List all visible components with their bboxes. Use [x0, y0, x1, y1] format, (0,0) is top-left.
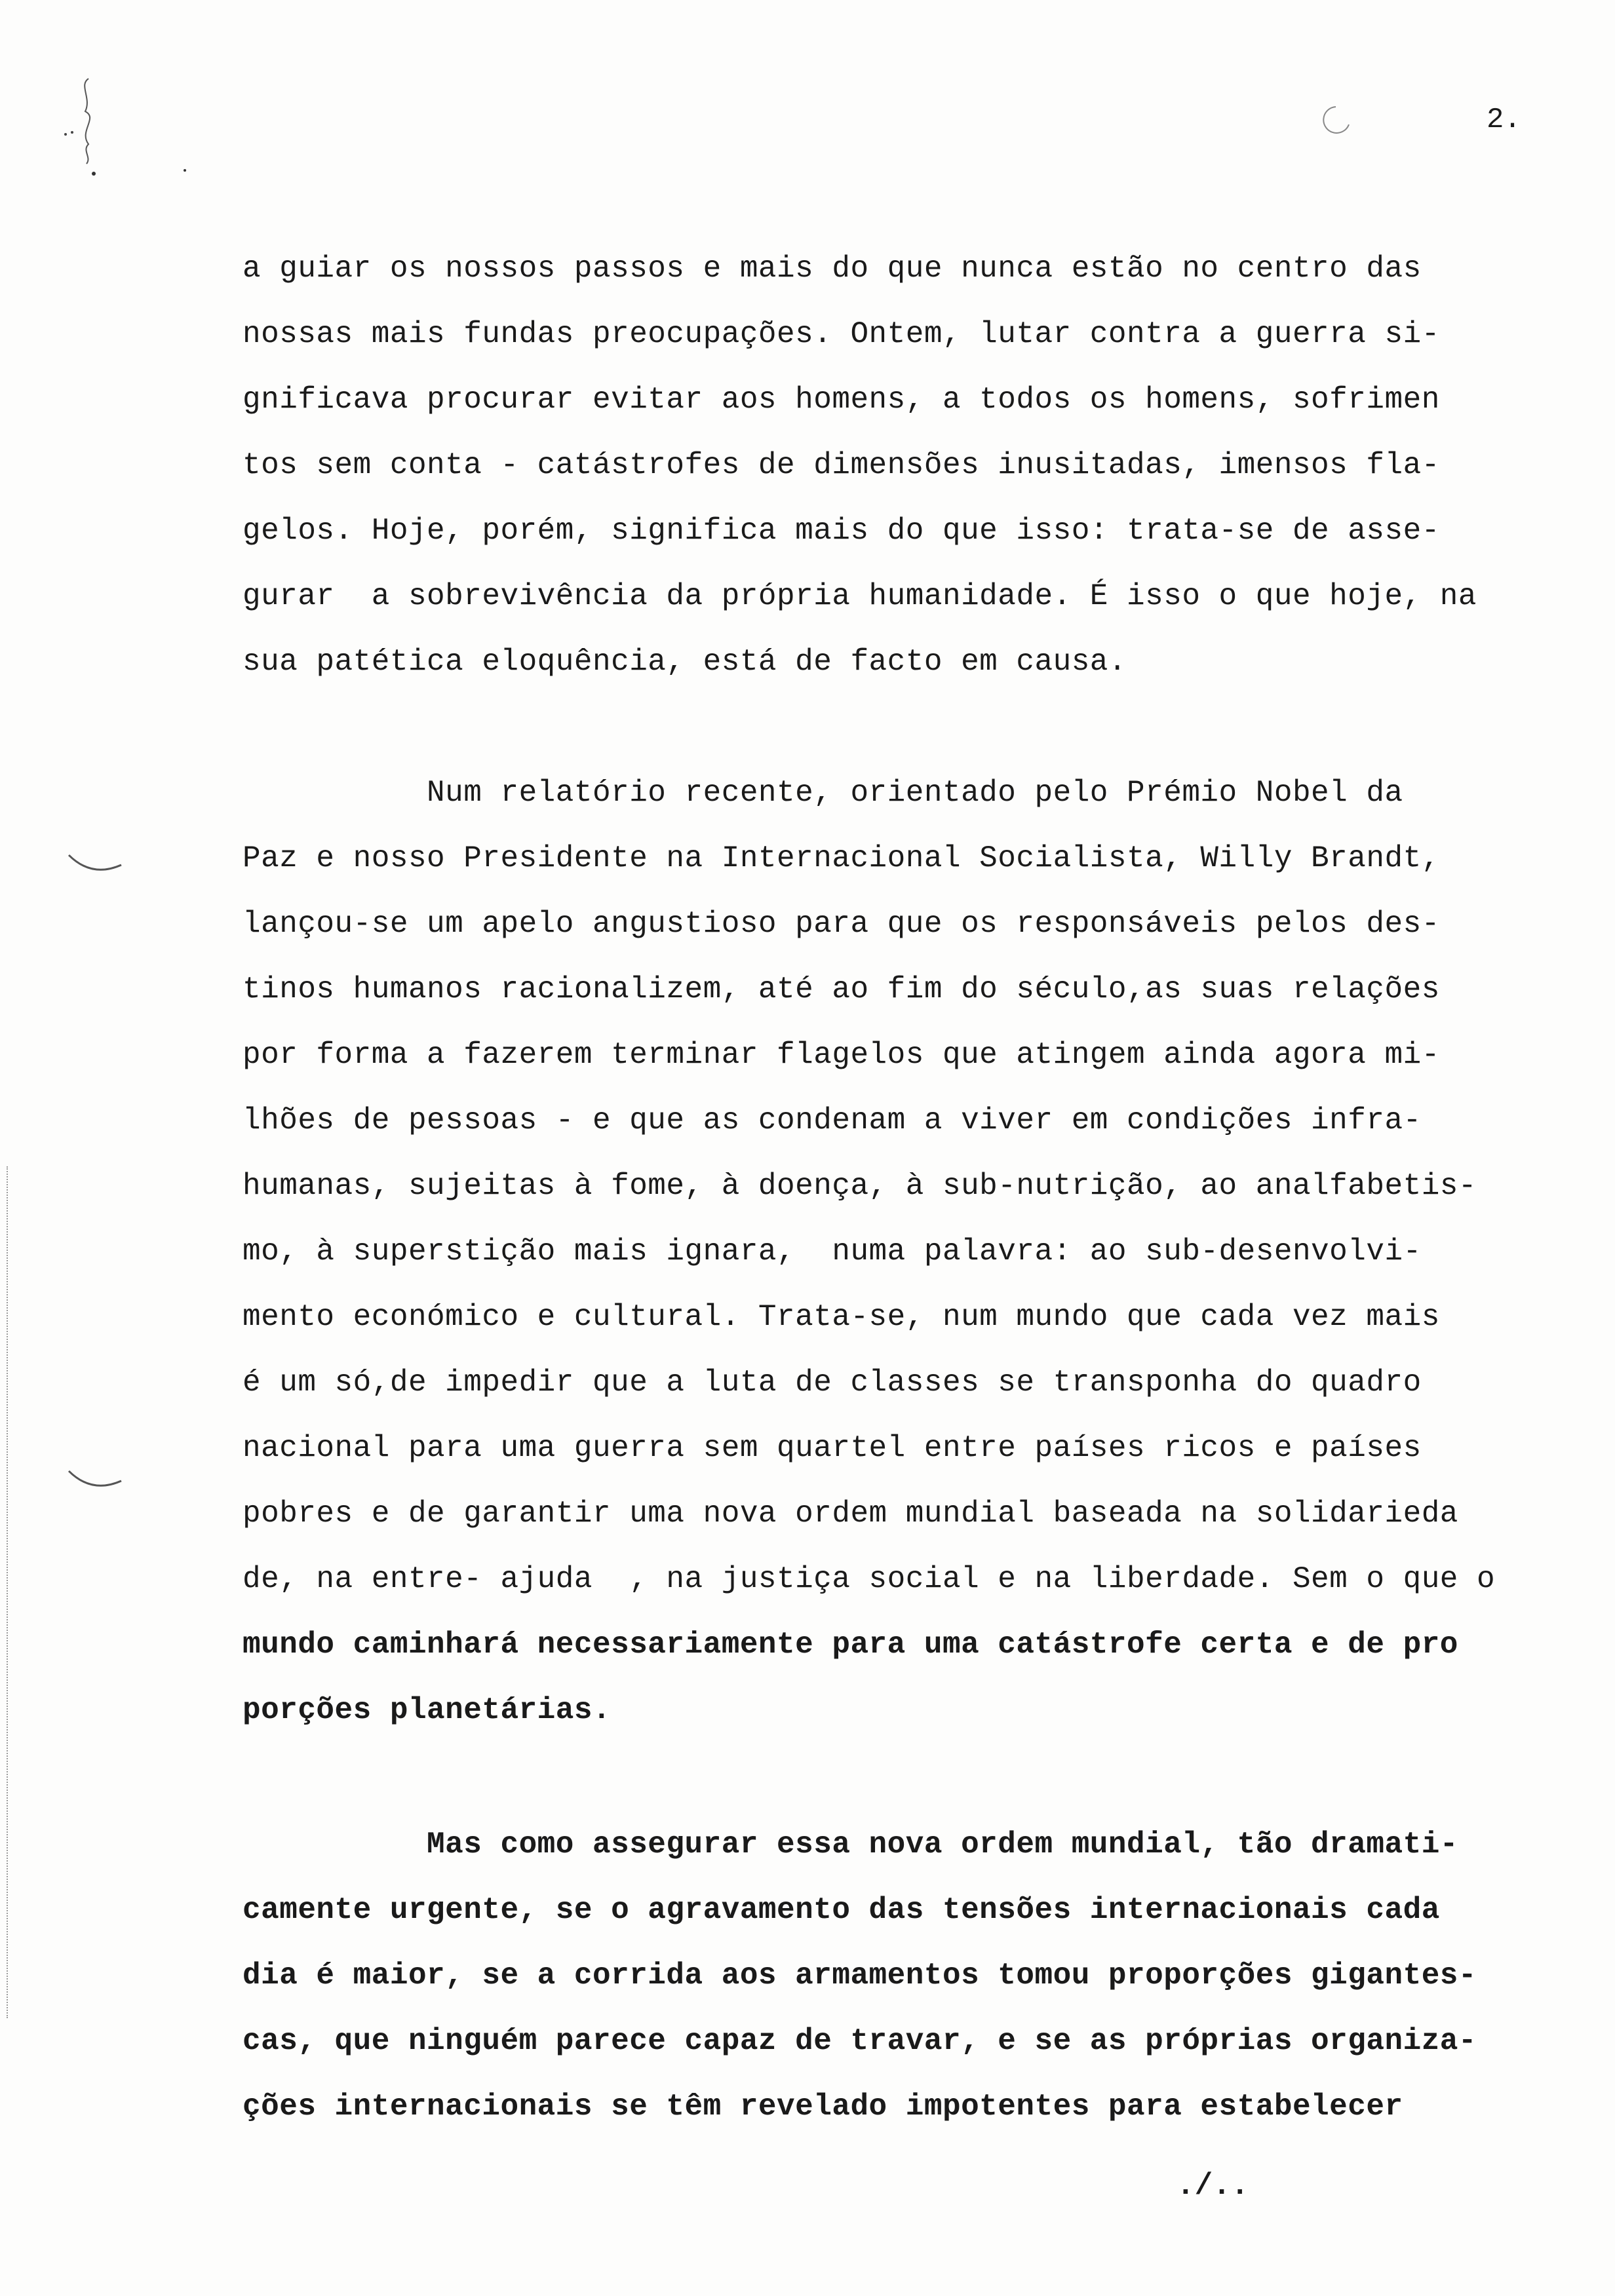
- text-line: lhões de pessoas - e que as condenam a viver em condições infra-: [243, 1103, 1422, 1138]
- punch-hole-arc-icon: [66, 1468, 125, 1494]
- page-number: 2.: [1487, 104, 1521, 136]
- text-line: gelos. Hoje, porém, significa mais do que isso: trata-se de asse-: [243, 514, 1440, 548]
- text-line: porções planetárias.: [243, 1693, 612, 1727]
- text-line: mo, à superstição mais ignara, numa palavra: ao sub-desenvolvi-: [243, 1234, 1422, 1269]
- text-line: dia é maior, se a corrida aos armamentos tomou proporções gigantes-: [243, 1959, 1477, 1993]
- text-line: pobres e de garantir uma nova ordem mundial baseada na solidarieda: [243, 1497, 1458, 1531]
- text-line: mento económico e cultural. Trata-se, num mundo que cada vez mais: [243, 1300, 1440, 1334]
- text-line: humanas, sujeitas à fome, à doença, à sub-nutrição, ao analfabetis-: [243, 1169, 1477, 1203]
- text-line: de, na entre- ajuda , na justiça social e na liberdade. Sem o que o: [243, 1562, 1496, 1596]
- speck-mark: [184, 169, 186, 172]
- text-line: gnificava procurar evitar aos homens, a todos os homens, sofrimen: [243, 383, 1440, 417]
- text-line: Paz e nosso Presidente na Internacional Socialista, Willy Brandt,: [243, 841, 1440, 875]
- text-line: tinos humanos racionalizem, até ao fim do século,as suas relações: [243, 972, 1440, 1006]
- text-line: tos sem conta - catástrofes de dimensões inusitadas, imensos fla-: [243, 448, 1440, 482]
- text-line: gurar a sobrevivência da própria humanidade. É isso o que hoje, na: [243, 579, 1477, 613]
- text-line: sua patética eloquência, está de facto em causa.: [243, 645, 1127, 679]
- speck-mark: [92, 172, 96, 176]
- continuation-mark: ./..: [1177, 2169, 1249, 2203]
- text-line: cas, que ninguém parece capaz de travar, e se as próprias organiza-: [243, 2024, 1477, 2058]
- text-line: por forma a fazerem terminar flagelos que atingem ainda agora mi-: [243, 1038, 1440, 1072]
- corner-circle-mark-icon: [1316, 102, 1355, 141]
- text-line: lançou-se um apelo angustioso para que os responsáveis pelos des-: [243, 907, 1440, 941]
- text-line: nacional para uma guerra sem quartel entre países ricos e países: [243, 1431, 1422, 1465]
- text-line: nossas mais fundas preocupações. Ontem, lutar contra a guerra si-: [243, 317, 1440, 351]
- margin-scribble-icon: [59, 72, 111, 170]
- text-line: mundo caminhará necessariamente para uma catástrofe certa e de pro: [243, 1628, 1458, 1662]
- text-line: ções internacionais se têm revelado impotentes para estabelecer: [243, 2090, 1403, 2124]
- scan-edge-line: [7, 1166, 8, 2018]
- text-line: Mas como assegurar essa nova ordem mundial, tão dramati-: [243, 1827, 1458, 1862]
- punch-hole-arc-icon: [66, 852, 125, 878]
- text-line: camente urgente, se o agravamento das tensões internacionais cada: [243, 1893, 1440, 1927]
- text-line: é um só,de impedir que a luta de classes se transponha do quadro: [243, 1366, 1422, 1400]
- text-line: Num relatório recente, orientado pelo Prémio Nobel da: [243, 776, 1403, 810]
- text-line: a guiar os nossos passos e mais do que nunca estão no centro das: [243, 252, 1422, 286]
